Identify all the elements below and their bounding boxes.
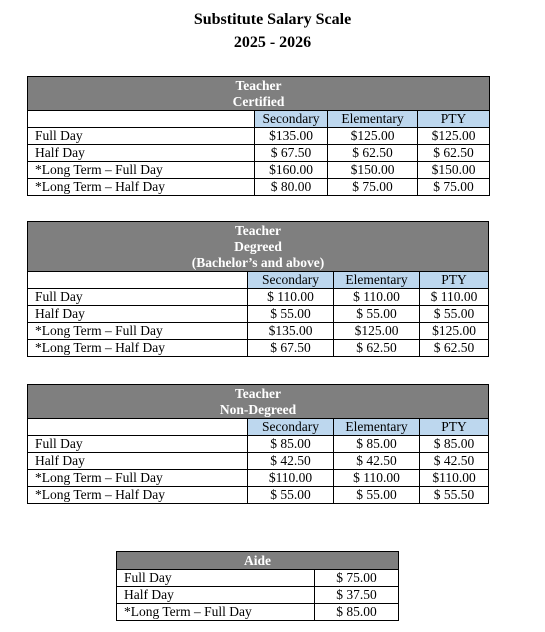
- elementary-rate: $125.00: [328, 128, 418, 145]
- secondary-rate: $ 80.00: [255, 179, 328, 196]
- table-row: [117, 570, 399, 587]
- table-row: [28, 470, 489, 487]
- row-label: *Long Term – Full Day: [28, 323, 248, 340]
- table-row: [117, 587, 399, 604]
- aide-rate: $ 37.50: [315, 587, 399, 604]
- table-row: [117, 604, 399, 621]
- row-label: *Long Term – Half Day: [28, 179, 255, 196]
- table-row: [28, 162, 490, 179]
- table-row: [28, 453, 489, 470]
- heading-line: Teacher: [235, 78, 282, 93]
- table-heading: [28, 385, 489, 419]
- column-header-secondary: Secondary: [248, 272, 334, 289]
- secondary-rate: $ 55.00: [248, 306, 334, 323]
- secondary-rate: $135.00: [248, 323, 334, 340]
- elementary-rate: $ 75.00: [328, 179, 418, 196]
- table-row: [28, 487, 489, 504]
- secondary-rate: $110.00: [248, 470, 334, 487]
- pty-rate: $ 62.50: [420, 340, 489, 357]
- heading-line: Non-Degreed: [219, 402, 297, 417]
- row-label: *Long Term – Full Day: [28, 162, 255, 179]
- secondary-rate: $ 55.00: [248, 487, 334, 504]
- pty-rate: $125.00: [418, 128, 490, 145]
- secondary-rate: $ 67.50: [248, 340, 334, 357]
- table-heading: [28, 222, 489, 272]
- elementary-rate: $ 42.50: [334, 453, 420, 470]
- pty-rate: $110.00: [420, 470, 489, 487]
- row-label: Full Day: [28, 128, 255, 145]
- aide-salary-table: [116, 551, 399, 621]
- table-row: [28, 436, 489, 453]
- secondary-rate: $ 85.00: [248, 436, 334, 453]
- table-row: [28, 323, 489, 340]
- table-row: [28, 128, 490, 145]
- heading-line: (Bachelor’s and above): [191, 255, 325, 270]
- row-label: *Long Term – Half Day: [28, 340, 248, 357]
- elementary-rate: $ 85.00: [334, 436, 420, 453]
- pty-rate: $ 42.50: [420, 453, 489, 470]
- secondary-rate: $160.00: [255, 162, 328, 179]
- page-subtitle-year: 2025 - 2026: [233, 34, 312, 51]
- row-label: Half Day: [117, 587, 315, 604]
- degreed-salary-table: [27, 221, 489, 357]
- table-row: [28, 306, 489, 323]
- pty-rate: $125.00: [420, 323, 489, 340]
- column-header-elementary: Elementary: [334, 419, 420, 436]
- header-blank-cell: [28, 272, 248, 289]
- pty-rate: $ 85.00: [420, 436, 489, 453]
- pty-rate: $ 62.50: [418, 145, 490, 162]
- aide-rate: $ 85.00: [315, 604, 399, 621]
- table-row: [28, 145, 490, 162]
- column-header-elementary: Elementary: [334, 272, 420, 289]
- column-header-secondary: Secondary: [255, 111, 328, 128]
- header-blank-cell: [28, 111, 255, 128]
- column-header-pty: PTY: [418, 111, 490, 128]
- elementary-rate: $ 110.00: [334, 289, 420, 306]
- table-heading: [117, 552, 399, 570]
- table-row: [28, 340, 489, 357]
- secondary-rate: $ 110.00: [248, 289, 334, 306]
- row-label: *Long Term – Full Day: [117, 604, 315, 621]
- elementary-rate: $ 55.00: [334, 306, 420, 323]
- row-label: Half Day: [28, 453, 248, 470]
- heading-line: Certified: [232, 94, 285, 109]
- row-label: Full Day: [28, 289, 248, 306]
- table-row: [28, 179, 490, 196]
- secondary-rate: $135.00: [255, 128, 328, 145]
- aide-rate: $ 75.00: [315, 570, 399, 587]
- row-label: *Long Term – Full Day: [28, 470, 248, 487]
- page-title: Substitute Salary Scale: [193, 11, 352, 28]
- secondary-rate: $ 67.50: [255, 145, 328, 162]
- pty-rate: $ 55.00: [420, 306, 489, 323]
- column-header-elementary: Elementary: [328, 111, 418, 128]
- elementary-rate: $125.00: [334, 323, 420, 340]
- row-label: Half Day: [28, 145, 255, 162]
- row-label: Half Day: [28, 306, 248, 323]
- heading-line: Teacher: [235, 386, 282, 401]
- pty-rate: $150.00: [418, 162, 490, 179]
- pty-rate: $ 55.50: [420, 487, 489, 504]
- row-label: Full Day: [117, 570, 315, 587]
- column-header-pty: PTY: [420, 419, 489, 436]
- column-header-secondary: Secondary: [248, 419, 334, 436]
- elementary-rate: $ 55.00: [334, 487, 420, 504]
- column-header-pty: PTY: [420, 272, 489, 289]
- elementary-rate: $ 62.50: [328, 145, 418, 162]
- pty-rate: $ 110.00: [420, 289, 489, 306]
- secondary-rate: $ 42.50: [248, 453, 334, 470]
- elementary-rate: $ 110.00: [334, 470, 420, 487]
- row-label: *Long Term – Half Day: [28, 487, 248, 504]
- header-blank-cell: [28, 419, 248, 436]
- table-heading: [28, 77, 490, 111]
- certified-salary-table: [27, 76, 490, 196]
- heading-line: Degreed: [234, 239, 282, 254]
- non-degreed-salary-table: [27, 384, 489, 504]
- heading-line: Aide: [244, 553, 271, 568]
- row-label: Full Day: [28, 436, 248, 453]
- table-row: [28, 289, 489, 306]
- pty-rate: $ 75.00: [418, 179, 490, 196]
- elementary-rate: $150.00: [328, 162, 418, 179]
- heading-line: Teacher: [235, 223, 281, 238]
- elementary-rate: $ 62.50: [334, 340, 420, 357]
